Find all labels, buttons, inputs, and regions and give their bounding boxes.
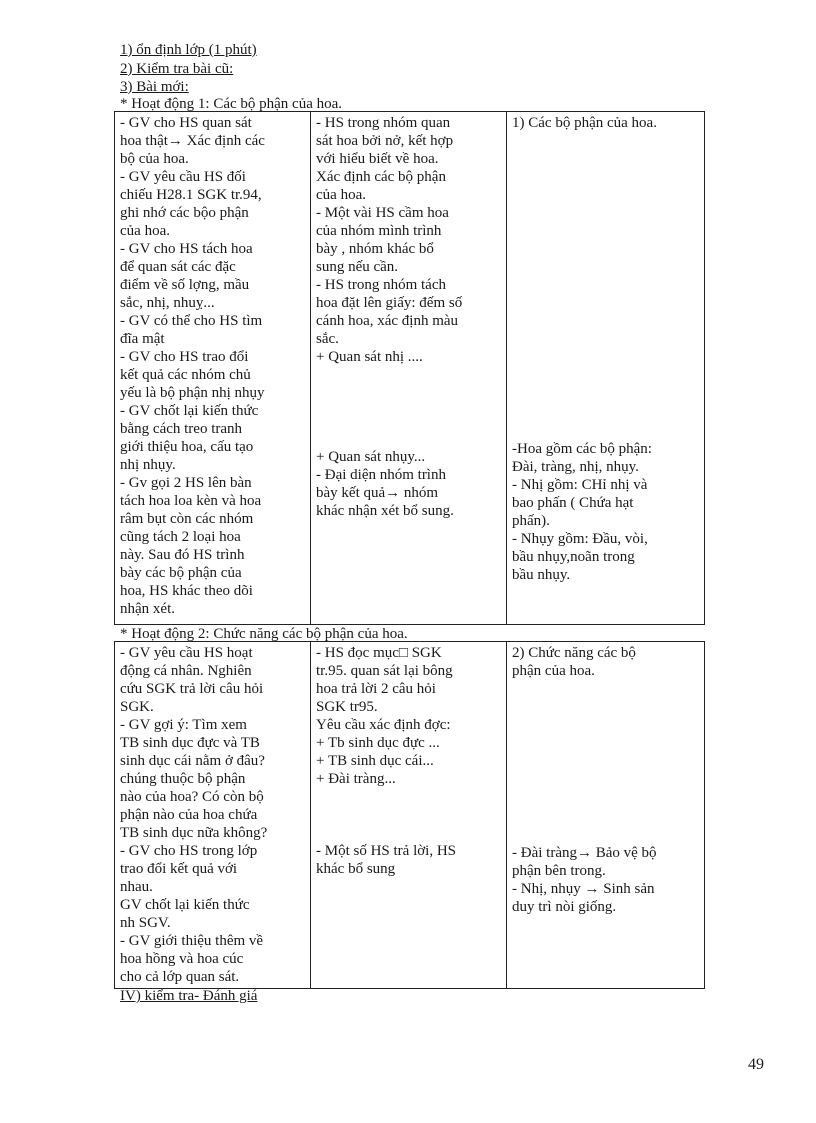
header-line-1: 1) ổn định lớp (1 phút) <box>120 42 257 58</box>
paragraph: 2) Chức năng các bộ phận của hoa. <box>512 645 636 679</box>
paragraph: - Nhị, nhụy → Sinh sản duy trì nòi giống. <box>512 881 655 915</box>
paragraph: + Tb sinh dục đực ... <box>316 735 440 751</box>
paragraph: - GV gợi ý: Tìm xem TB sinh dục đực và TB sinh dục cái nằm ở đâu? chúng thuộc bộ phận nào của hoa? Có còn bộ phận nào của hoa chứa TB sinh dục nữa không? <box>120 717 268 841</box>
paragraph: - GV cho HS tách hoa để quan sát các đặc điểm về số lợng, mầu sắc, nhị, nhuỵ... <box>120 241 253 311</box>
paragraph: - Đài tràng→ Bảo vệ bộ phận bên trong. <box>512 845 657 879</box>
activity-1-table <box>114 111 705 625</box>
paragraph: + Quan sát nhụy... <box>316 449 426 465</box>
header-line-2: 2) Kiểm tra bài cũ: <box>120 61 234 77</box>
activity-2-teacher-cell <box>115 642 311 989</box>
paragraph: - Nhụy gồm: Đầu, vòi, bầu nhụy,noãn trong bầu nhụy. <box>512 531 648 583</box>
activity-1-content-cell <box>507 112 705 625</box>
header-line-3: 3) Bài mới: <box>120 79 189 95</box>
activity-2-content-cell <box>507 642 705 989</box>
spacer <box>316 788 502 842</box>
paragraph: + Đài tràng... <box>316 771 396 787</box>
activity-1-teacher-cell <box>115 112 311 625</box>
paragraph: GV chốt lại kiến thức nh SGV. <box>120 897 250 931</box>
spacer <box>316 366 502 448</box>
paragraph: - GV yêu cầu HS hoạt động cá nhân. Nghiên cứu SGK trả lời câu hỏi SGK. <box>120 645 264 715</box>
paragraph: - Nhị gồm: CHỉ nhị và bao phấn ( Chứa hạt phấn). <box>512 477 648 529</box>
paragraph: - GV yêu cầu HS đối chiếu H28.1 SGK tr.94, ghi nhớ các bộo phận của hoa. <box>120 169 262 239</box>
paragraph: - HS đọc mục□ SGK tr.95. quan sát lại bông hoa trả lời 2 câu hỏi SGK tr95. <box>316 645 453 715</box>
paragraph: - GV có thể cho HS tìm đĩa mật <box>120 313 263 347</box>
paragraph: -Hoa gồm các bộ phận: Đài, tràng, nhị, nhụy. <box>512 441 652 475</box>
spacer <box>512 132 700 440</box>
paragraph: - HS trong nhóm quan sát hoa bởi nở, kết hợp với hiểu biết về hoa. Xác định các bộ phận của hoa. <box>316 115 454 203</box>
activity-2-row <box>115 642 705 989</box>
paragraph: - Gv gọi 2 HS lên bàn tách hoa loa kèn và hoa râm bụt còn các nhóm cũng tách 2 loại hoa này. Sau đó HS trình bày các bộ phận của hoa, HS khác theo dõi nhận xét. <box>120 475 262 617</box>
spacer <box>512 680 700 844</box>
paragraph: - Đại diện nhóm trình bày kết quả→ nhóm khác nhận xét bổ sung. <box>316 467 454 519</box>
paragraph: Yêu cầu xác định đợc: <box>316 717 451 733</box>
page-number: 49 <box>748 1056 764 1073</box>
paragraph: - GV chốt lại kiến thức bằng cách treo tranh giới thiệu hoa, cấu tạo nhị nhụy. <box>120 403 259 473</box>
paragraph: - HS trong nhóm tách hoa đặt lên giấy: đếm số cánh hoa, xác định màu sắc. <box>316 277 463 347</box>
paragraph: - Một vài HS cầm hoa của nhóm mình trình bày , nhóm khác bổ sung nếu cần. <box>316 205 449 275</box>
paragraph: - GV cho HS quan sát hoa thật→ Xác định các bộ của hoa. <box>120 115 265 167</box>
assessment-heading: IV) kiểm tra- Đánh giá <box>120 988 258 1004</box>
paragraph: + TB sinh dục cái... <box>316 753 434 769</box>
paragraph: - Một số HS trả lời, HS khác bổ sung <box>316 843 457 877</box>
activity-1-row <box>115 112 705 625</box>
activity-2-student-cell <box>311 642 507 989</box>
activity-2-title: * Hoạt động 2: Chức năng các bộ phận của hoa. <box>120 626 408 642</box>
paragraph: - GV cho HS trong lớp trao đổi kết quả với nhau. <box>120 843 258 895</box>
paragraph: 1) Các bộ phận của hoa. <box>512 115 657 131</box>
paragraph: - GV cho HS trao đổi kết quả các nhóm chủ yếu là bộ phận nhị nhụy <box>120 349 265 401</box>
paragraph: - GV giới thiệu thêm về hoa hồng và hoa cúc cho cả lớp quan sát. <box>120 933 264 985</box>
activity-2-table <box>114 641 705 989</box>
activity-1-student-cell <box>311 112 507 625</box>
paragraph: + Quan sát nhị .... <box>316 349 423 365</box>
activity-1-title: * Hoạt động 1: Các bộ phận của hoa. <box>120 96 343 112</box>
